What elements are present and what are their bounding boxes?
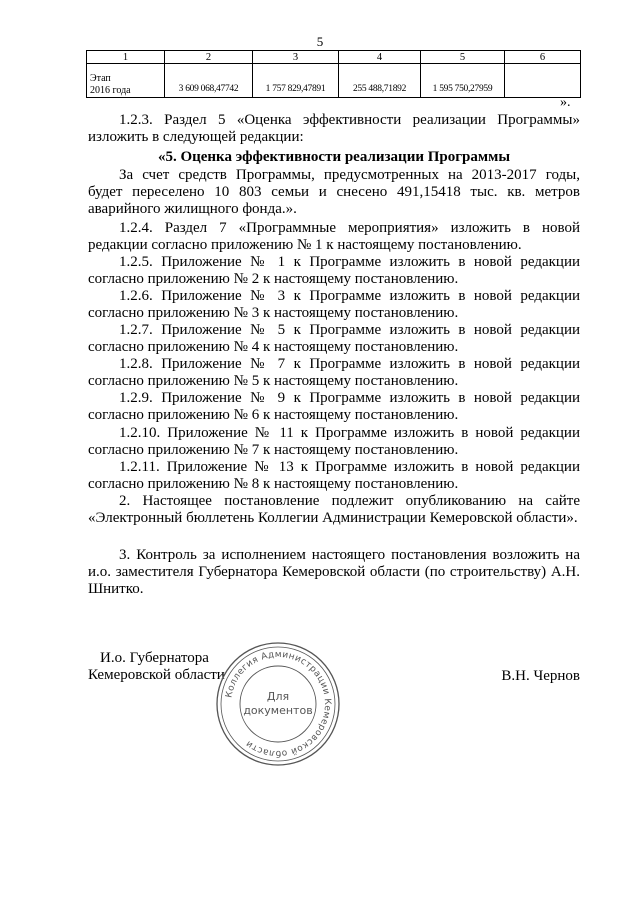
signatory-title-line1: И.о. Губернатора — [100, 650, 209, 666]
stage-funding-table — [86, 50, 581, 98]
paragraph-1-2-5: 1.2.5. Приложение № 1 к Программе изложить в новой редакции согласно приложению № 2 к настоящему постановлению. — [88, 254, 580, 287]
stamp-ring-text: Коллегия Администрации Кемеровской области — [224, 649, 333, 759]
paragraph-1-2-3: 1.2.3. Раздел 5 «Оценка эффективности реализации Программы» изложить в следующей редакции: — [88, 112, 580, 145]
paragraph-1-2-11: 1.2.11. Приложение № 13 к Программе изложить в новой редакции согласно приложению № 8 к настоящему постановлению. — [88, 459, 580, 492]
table-header-cell: 1 — [87, 51, 165, 64]
signatory-name: В.Н. Чернов — [501, 668, 580, 684]
table-header-cell: 6 — [505, 51, 581, 64]
official-stamp — [214, 640, 342, 768]
stamp-center-line2: документов — [243, 704, 313, 717]
paragraph-2: 2. Настоящее постановление подлежит опубликованию на сайте «Электронный бюллетень Коллегии Администрации Кемеровской области». — [88, 493, 580, 526]
paragraph-funds: За счет средств Программы, предусмотренных на 2013-2017 годы, будет переселено 10 803 семьи и снесено 491,15418 тыс. кв. метров аварийного жилищного фонда.». — [88, 167, 580, 217]
table-header-cell: 4 — [339, 51, 421, 64]
paragraph-1-2-7: 1.2.7. Приложение № 5 к Программе изложить в новой редакции согласно приложению № 4 к настоящему постановлению. — [88, 322, 580, 355]
paragraph-1-2-4: 1.2.4. Раздел 7 «Программные мероприятия» изложить в новой редакции согласно приложению № 1 к настоящему постановлению. — [88, 220, 580, 253]
paragraph-1-2-10: 1.2.10. Приложение № 11 к Программе изложить в новой редакции согласно приложению № 7 к настоящему постановлению. — [88, 425, 580, 458]
stamp-center-line1: Для — [266, 690, 290, 703]
closing-quote: ». — [560, 95, 571, 110]
paragraph-1-2-8: 1.2.8. Приложение № 7 к Программе изложить в новой редакции согласно приложению № 5 к настоящему постановлению. — [88, 356, 580, 389]
table-header-cell: 5 — [421, 51, 505, 64]
table-cell: 1 757 829,47891 — [253, 64, 339, 98]
signatory-title — [88, 650, 225, 684]
table-cell: 1 595 750,27959 — [421, 64, 505, 98]
stage-label-line1: Этап — [90, 73, 111, 84]
table-cell: 3 609 068,47742 — [165, 64, 253, 98]
paragraph-3: 3. Контроль за исполнением настоящего постановления возложить на и.о. заместителя Губернатора Кемеровской области (по строительству) А.Н. Шнитко. — [88, 547, 580, 597]
table-header-row — [87, 51, 581, 64]
table-row — [87, 64, 581, 98]
signatory-title-line2: Кемеровской области — [88, 667, 225, 683]
stage-label-line2: 2016 года — [90, 85, 131, 96]
paragraph-1-2-9: 1.2.9. Приложение № 9 к Программе изложить в новой редакции согласно приложению № 6 к настоящему постановлению. — [88, 390, 580, 423]
section-heading: «5. Оценка эффективности реализации Программы — [157, 149, 511, 165]
table-header-cell: 3 — [253, 51, 339, 64]
table-header-cell: 2 — [165, 51, 253, 64]
paragraph-1-2-6: 1.2.6. Приложение № 3 к Программе изложить в новой редакции согласно приложению № 3 к настоящему постановлению. — [88, 288, 580, 321]
page-number: 5 — [316, 34, 324, 49]
table-cell — [505, 64, 581, 98]
stage-label-cell — [87, 64, 165, 98]
table-cell: 255 488,71892 — [339, 64, 421, 98]
